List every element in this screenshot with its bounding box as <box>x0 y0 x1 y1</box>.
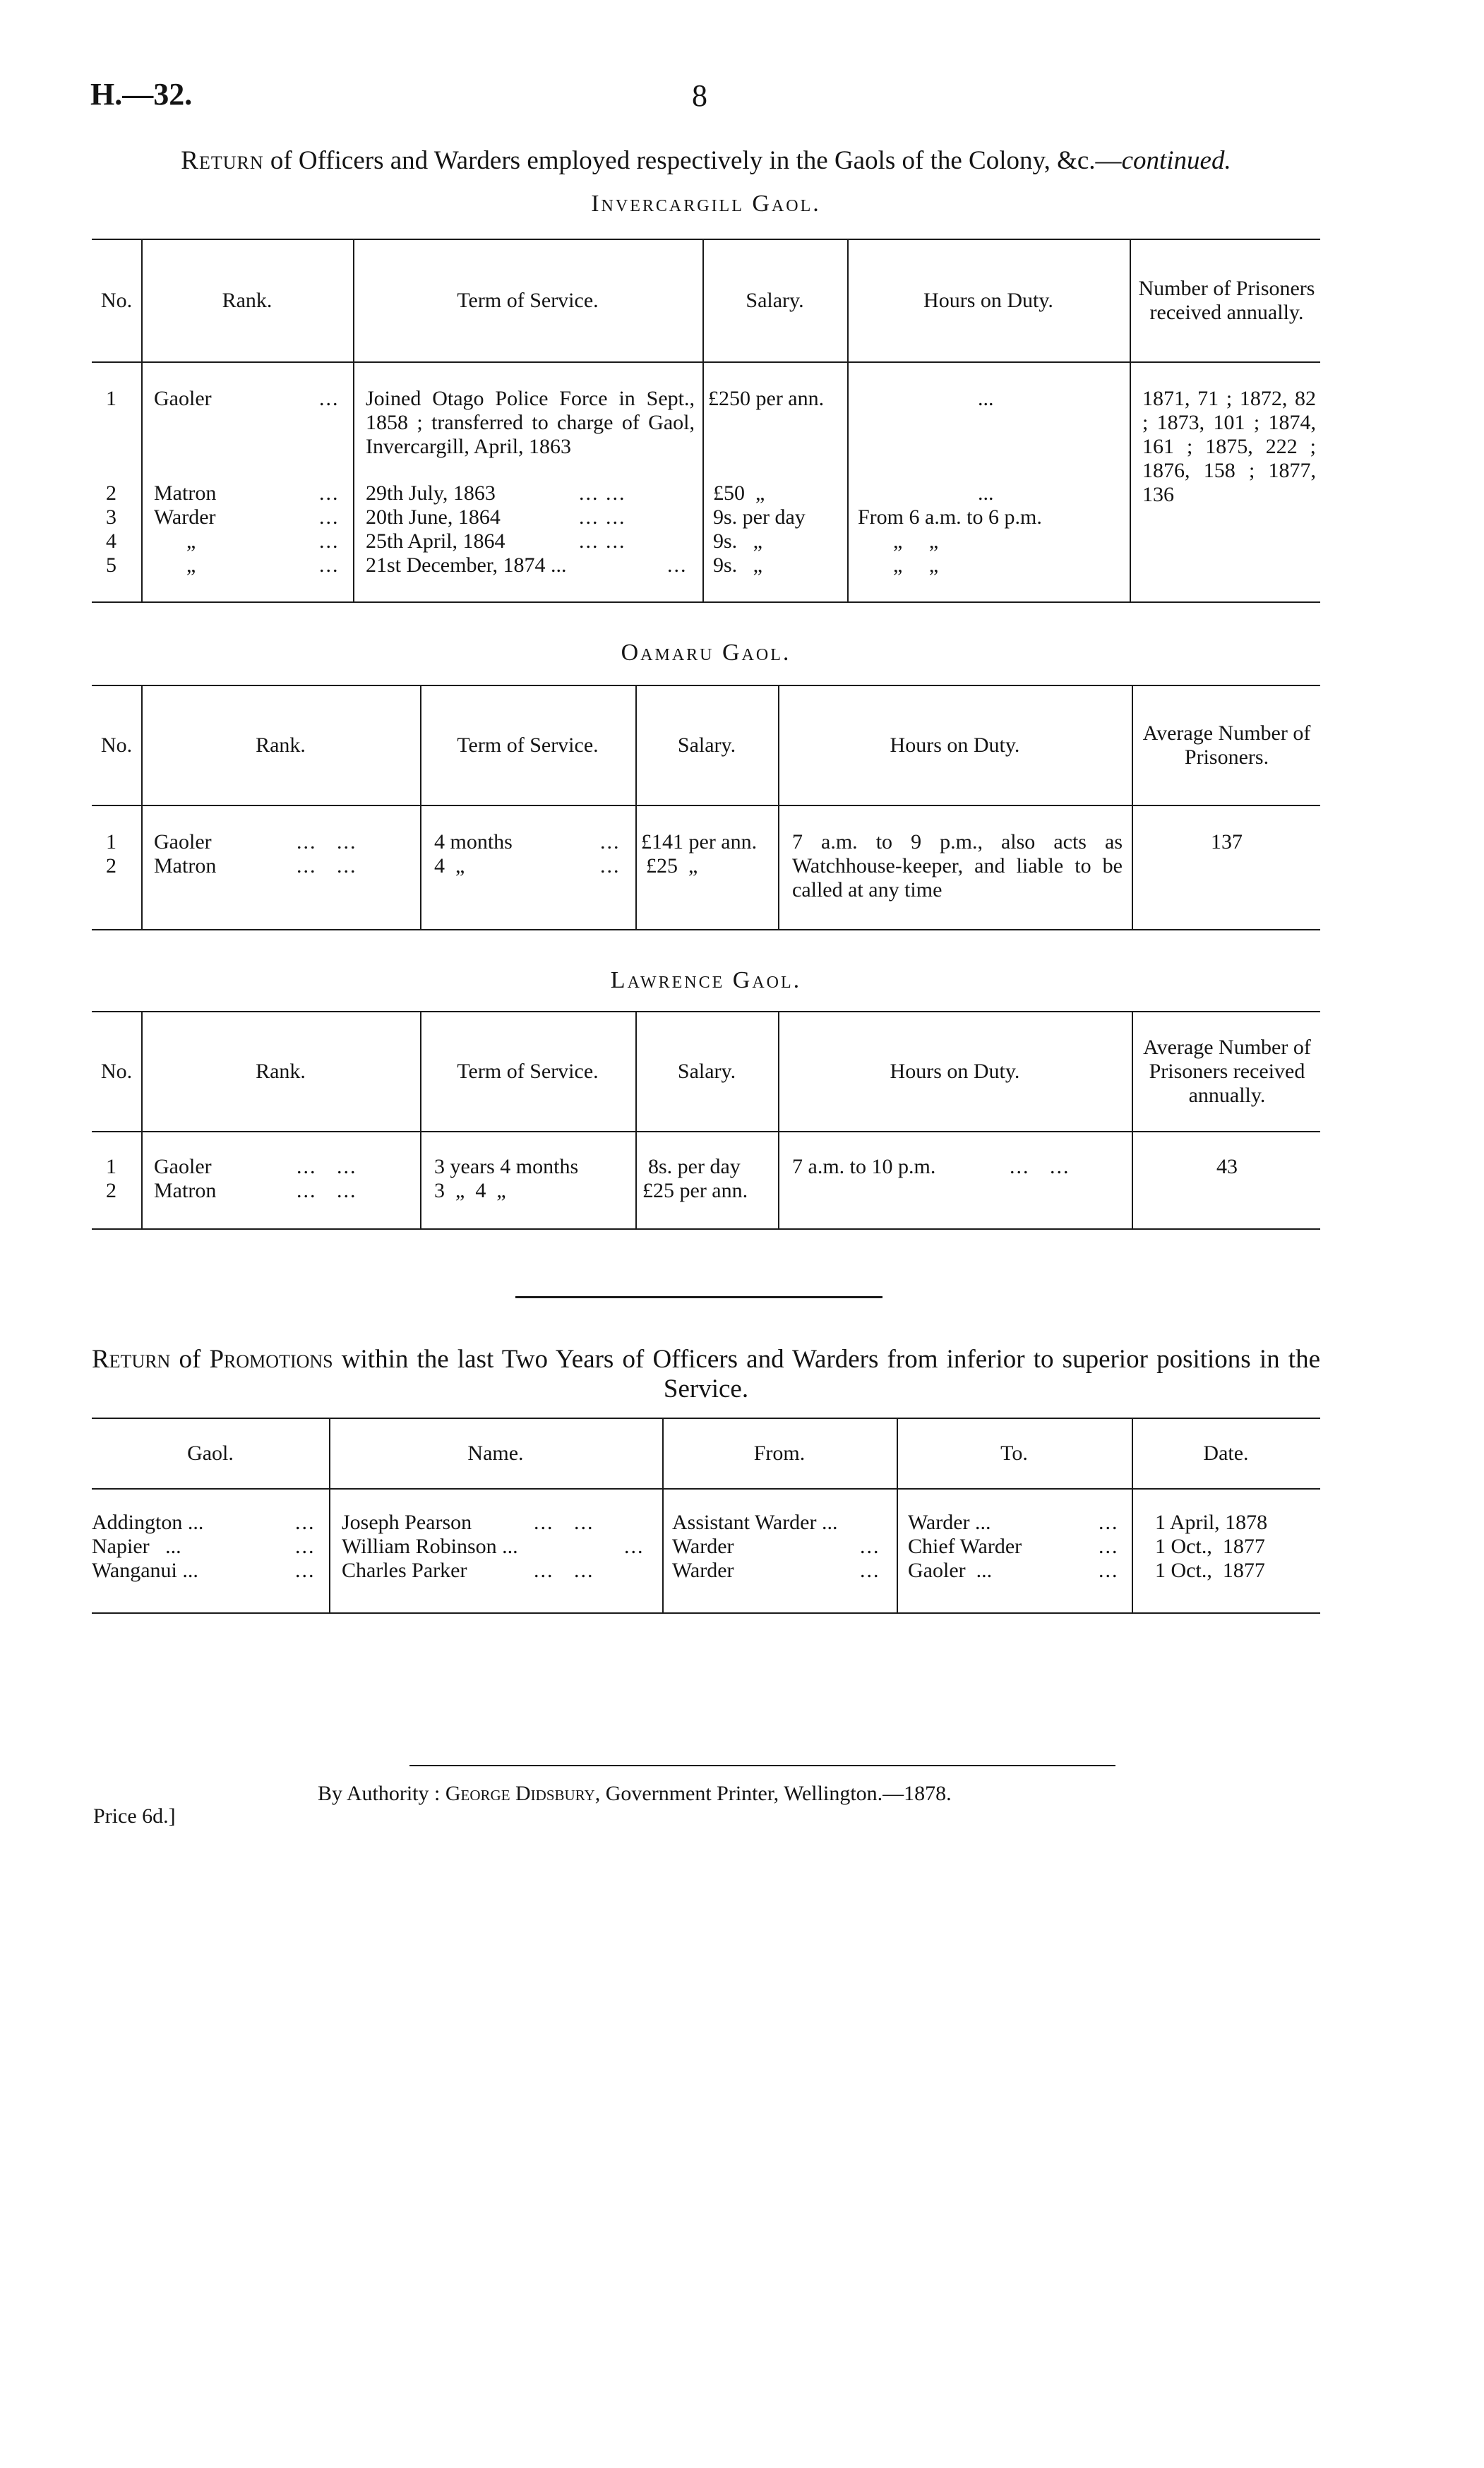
oamaru-header-hours: Hours on Duty. <box>890 733 1020 757</box>
section-separator <box>515 1296 882 1298</box>
promotions-title-lead: Return <box>92 1345 171 1374</box>
promotions-row-gaol: Napier ... <box>92 1535 181 1558</box>
oamaru-header-rank: Rank. <box>256 733 306 757</box>
leader-dots: ... <box>1099 1535 1119 1558</box>
lawrence-header-rule <box>92 1131 1320 1132</box>
invercargill-row-no: 5 <box>106 553 116 577</box>
invercargill-row-no: 1 <box>106 387 116 410</box>
oamaru-row-salary: £25 „ <box>646 854 698 877</box>
lawrence-row-salary: £25 per ann. <box>642 1179 748 1202</box>
promotions-row-date: 1 Oct., 1877 <box>1155 1535 1265 1558</box>
oamaru-row-rank: Matron <box>154 854 217 877</box>
invercargill-title: Invercargill Gaol. <box>591 191 821 217</box>
leader-dots: ... <box>295 1535 316 1558</box>
invercargill-row-no: 2 <box>106 481 116 505</box>
invercargill-row-hours: From 6 a.m. to 6 p.m. <box>858 505 1042 529</box>
oamaru-title: Oamaru Gaol. <box>621 640 791 666</box>
leader-dots: ... ... <box>534 1511 594 1534</box>
invercargill-header-hours: Hours on Duty. <box>923 289 1053 312</box>
leader-dots: ... ... <box>297 854 357 877</box>
leader-dots: ... ... <box>297 1155 357 1178</box>
invercargill-row-salary: 9s. „ <box>713 553 762 577</box>
invercargill-header-rule <box>92 361 1320 363</box>
lawrence-col-divider <box>1132 1012 1133 1228</box>
promotions-title-of: of <box>179 1345 201 1374</box>
leader-dots: ... <box>1099 1511 1119 1534</box>
invercargill-row-rank: Warder <box>154 505 216 529</box>
leader-dots: ... <box>624 1535 645 1558</box>
document-reference: H.—32. <box>90 77 193 112</box>
promotions-row-to: Chief Warder <box>908 1535 1022 1558</box>
lawrence-bottom-rule <box>92 1228 1320 1230</box>
invercargill-row-term: Joined Otago Police Force in Sept., 1858 ; transferred to charge of Gaol, Invercargill, April, 1863 <box>366 387 695 458</box>
oamaru-header-prisoners: Average Number of Prisoners. <box>1142 721 1311 769</box>
invercargill-row-salary: £50 „ <box>713 481 765 505</box>
promotions-title-promo: Promotions <box>209 1345 333 1374</box>
main-title <box>92 145 1320 176</box>
invercargill-bottom-rule <box>92 601 1320 603</box>
invercargill-header-salary: Salary. <box>746 289 804 312</box>
promotions-title <box>92 1345 1320 1404</box>
leader-dots: ... ... <box>579 481 626 505</box>
oamaru-hours: 7 a.m. to 9 p.m., also acts as Watchhouse-keeper, and liable to be called at any time <box>792 830 1123 901</box>
leader-dots: ... <box>319 387 340 410</box>
lawrence-title: Lawrence Gaol. <box>610 967 802 993</box>
leader-dots: ... <box>319 553 340 577</box>
invercargill-row-hours: „ „ <box>893 529 939 553</box>
promotions-header-date: Date. <box>1203 1442 1249 1465</box>
promotions-row-date: 1 Oct., 1877 <box>1155 1559 1265 1582</box>
leader-dots: ... ... <box>297 830 357 853</box>
leader-dots: ... ... <box>579 529 626 553</box>
invercargill-header-term: Term of Service. <box>457 289 599 312</box>
invercargill-row-rank: Matron <box>154 481 217 505</box>
leader-dots: ... <box>319 529 340 553</box>
lawrence-row-no: 2 <box>106 1179 116 1202</box>
invercargill-row-term: 20th June, 1864 <box>366 505 501 529</box>
promotions-header-rule <box>92 1488 1320 1490</box>
promotions-header-name: Name. <box>467 1442 524 1465</box>
lawrence-prisoners: 43 <box>1216 1155 1238 1178</box>
oamaru-row-rank: Gaoler <box>154 830 212 853</box>
oamaru-row-no: 2 <box>106 854 116 877</box>
leader-dots: ... ... <box>1010 1155 1070 1178</box>
promotions-row-name: William Robinson ... <box>342 1535 518 1558</box>
invercargill-row-rank: Gaoler <box>154 387 212 410</box>
invercargill-row-salary: £250 per ann. <box>708 387 825 410</box>
promotions-row-name: Charles Parker <box>342 1559 467 1582</box>
lawrence-header-prisoners: Average Number of Prisoners received annually. <box>1143 1036 1311 1107</box>
leader-dots: ... <box>295 1511 316 1534</box>
main-title-rest: of Officers and Warders employed respectively in the Gaols of the Colony, &c.— <box>270 146 1122 175</box>
promotions-row-from: Assistant Warder ... <box>672 1511 838 1534</box>
oamaru-bottom-rule <box>92 929 1320 930</box>
invercargill-header-no: No. <box>100 289 133 312</box>
leader-dots: ... <box>860 1535 880 1558</box>
price-label: Price 6d.] <box>93 1804 176 1828</box>
invercargill-prisoners: 1871, 71 ; 1872, 82 ; 1873, 101 ; 1874, 161 ; 1875, 222 ; 1876, 158 ; 1877, 136 <box>1142 387 1316 506</box>
leader-dots: ... <box>1099 1559 1119 1582</box>
imprint-printer-name: George Didsbury, <box>445 1782 601 1805</box>
lawrence-header-no: No. <box>100 1060 133 1083</box>
leader-dots: ... <box>319 505 340 529</box>
page-number: 8 <box>692 78 707 113</box>
oamaru-row-term: 4 months <box>434 830 513 853</box>
invercargill-header-rank: Rank. <box>222 289 273 312</box>
invercargill-row-hours: ... <box>978 481 994 505</box>
imprint-lead: By Authority : <box>318 1782 441 1805</box>
promotions-row-name: Joseph Pearson <box>342 1511 472 1534</box>
promotions-row-date: 1 April, 1878 <box>1155 1511 1268 1534</box>
leader-dots: ... ... <box>297 1179 357 1202</box>
lawrence-row-term: 3 „ 4 „ <box>434 1179 506 1202</box>
promotions-row-to: Gaoler ... <box>908 1559 993 1582</box>
oamaru-prisoners: 137 <box>1211 830 1243 853</box>
invercargill-row-no: 4 <box>106 529 116 553</box>
leader-dots: ... <box>600 854 621 877</box>
promotions-row-from: Warder <box>672 1535 734 1558</box>
lawrence-row-term: 3 years 4 months <box>434 1155 579 1178</box>
leader-dots: ... <box>600 830 621 853</box>
lawrence-header-rank: Rank. <box>256 1060 306 1083</box>
oamaru-col-divider <box>1132 686 1133 929</box>
lawrence-header-hours: Hours on Duty. <box>890 1060 1020 1083</box>
promotions-row-to: Warder ... <box>908 1511 991 1534</box>
leader-dots: ... <box>667 553 688 577</box>
leader-dots: ... <box>295 1559 316 1582</box>
oamaru-row-salary: £141 per ann. <box>641 830 758 853</box>
lawrence-header-term: Term of Service. <box>457 1060 599 1083</box>
invercargill-header-prisoners: Number of Prisoners received annually. <box>1138 277 1315 324</box>
imprint-rest: Government Printer, Wellington.—1878. <box>605 1782 952 1805</box>
promotions-row-from: Warder <box>672 1559 734 1582</box>
lawrence-row-rank: Matron <box>154 1179 217 1202</box>
promotions-header-gaol: Gaol. <box>187 1442 234 1465</box>
invercargill-col-divider <box>1130 240 1131 601</box>
invercargill-row-salary: 9s. „ <box>713 529 762 553</box>
promotions-header-to: To. <box>1000 1442 1028 1465</box>
leader-dots: ... ... <box>534 1559 594 1582</box>
promotions-row-gaol: Wanganui ... <box>92 1559 198 1582</box>
promotions-row-gaol: Addington ... <box>92 1511 204 1534</box>
promotions-title-rest: within the last Two Years of Officers and Warders from inferior to superior positions in the Service. <box>341 1345 1320 1403</box>
invercargill-row-salary: 9s. per day <box>713 505 806 529</box>
promotions-header-from: From. <box>753 1442 806 1465</box>
lawrence-row-no: 1 <box>106 1155 116 1178</box>
oamaru-header-salary: Salary. <box>677 733 736 757</box>
leader-dots: ... <box>319 481 340 505</box>
invercargill-row-no: 3 <box>106 505 116 529</box>
oamaru-header-rule <box>92 805 1320 806</box>
lawrence-hours: 7 a.m. to 10 p.m. <box>792 1155 936 1178</box>
lawrence-header-salary: Salary. <box>677 1060 736 1083</box>
oamaru-row-term: 4 „ <box>434 854 465 877</box>
oamaru-header-term: Term of Service. <box>457 733 599 757</box>
lawrence-row-salary: 8s. per day <box>648 1155 741 1178</box>
printer-imprint <box>318 1782 952 1806</box>
footer-rule <box>409 1765 1115 1766</box>
invercargill-row-hours: „ „ <box>893 553 939 577</box>
invercargill-row-rank: „ <box>186 529 196 553</box>
invercargill-row-term: 29th July, 1863 <box>366 481 496 505</box>
lawrence-row-rank: Gaoler <box>154 1155 212 1178</box>
main-title-tail: continued. <box>1121 146 1231 175</box>
invercargill-row-hours: ... <box>978 387 994 410</box>
invercargill-row-rank: „ <box>186 553 196 577</box>
invercargill-row-term: 21st December, 1874 ... <box>366 553 567 577</box>
leader-dots: ... <box>860 1559 880 1582</box>
oamaru-row-no: 1 <box>106 830 116 853</box>
main-title-lead: Return <box>181 146 264 175</box>
invercargill-row-term: 25th April, 1864 <box>366 529 505 553</box>
promotions-bottom-rule <box>92 1612 1320 1614</box>
leader-dots: ... ... <box>579 505 626 529</box>
oamaru-header-no: No. <box>100 733 133 757</box>
